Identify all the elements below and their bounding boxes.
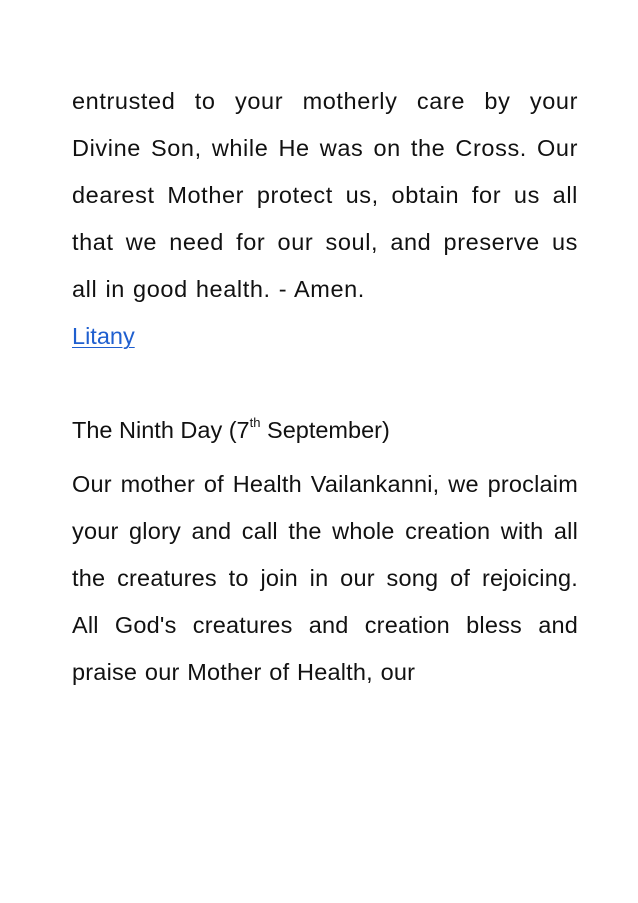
heading-suffix: September) xyxy=(260,417,390,443)
litany-link[interactable]: Litany xyxy=(72,323,135,349)
ninth-day-heading xyxy=(72,407,578,457)
page-content xyxy=(72,78,578,696)
ninth-day-prayer-paragraph: Our mother of Health Vailankanni, we proclaim your glory and call the whole creation with all the creatures to join in our song of rejoicing. All God's creatures and creation bless and praise our Mother of Health, our xyxy=(72,471,578,685)
heading-superscript: th xyxy=(249,415,261,430)
prayer-paragraph-continued: entrusted to your motherly care by your Divine Son, while He was on the Cross. Our dearest Mother protect us, obtain for us all that we need for our soul, and preserve us all in good health. - Amen. xyxy=(72,88,578,302)
heading-prefix: The Ninth Day (7 xyxy=(72,417,250,443)
